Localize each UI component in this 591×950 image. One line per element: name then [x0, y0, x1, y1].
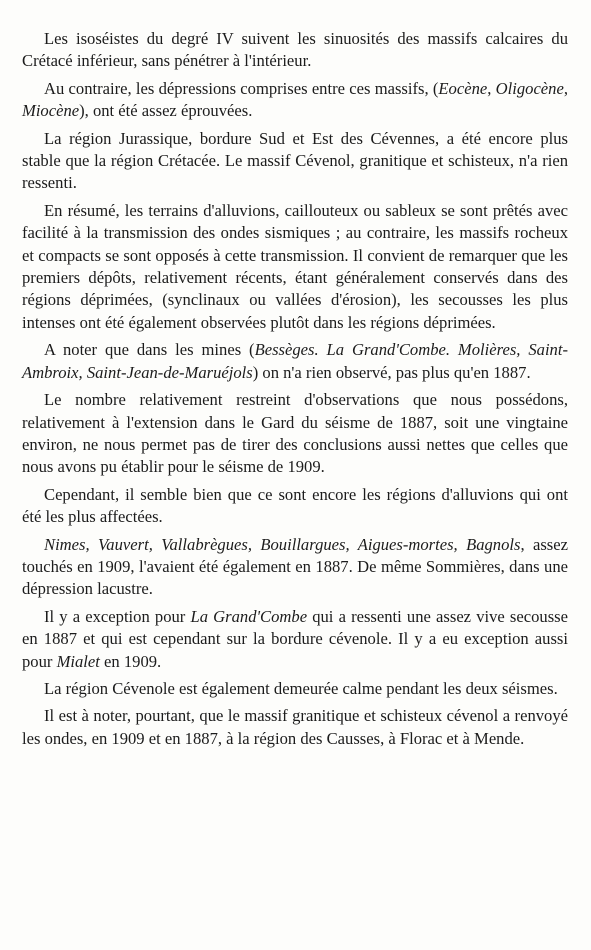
italic-text: Miocène: [22, 101, 80, 121]
text-run: A noter que dans les mines (: [44, 340, 255, 360]
paragraph: [22, 606, 568, 673]
text-run: ) on n'a rien observé, pas plus qu'en 1887.: [252, 362, 531, 382]
text-run: en 1909.: [99, 651, 162, 671]
text-run: Au contraire, les dépressions comprises entre ces massifs, (: [44, 78, 439, 98]
paragraph: [22, 339, 568, 384]
body-text: [22, 28, 568, 750]
italic-text: Bessèges. La Grand'Combe. Molières, Saint-Ambroix, Saint-Jean-de-Maruéjols: [22, 340, 568, 382]
text-run: , assez touchés en 1909, l'avaient été également en 1887. De même Sommières, dans une dépression lacustre.: [22, 534, 568, 599]
italic-text: La Grand'Combe: [190, 606, 308, 626]
text-run: La région Cévenole est également demeurée calme pendant les deux séismes.: [44, 678, 558, 698]
text-run: En résumé, les terrains d'alluvions, caillouteux ou sableux se sont prêtés avec facilité à la transmission des ondes sismiques ; au contraire, les massifs rocheux et compacts se sont opposés à cette transmission. Il convient de remarquer que les premiers dépôts, relativement récents, étant généralement conservés dans des régions déprimées, (synclinaux ou vallées d'érosion), les secousses les plus intenses ont été également observées plutôt dans les régions déprimées.: [22, 200, 568, 332]
paragraph: [22, 200, 568, 334]
text-run: Cependant, il semble bien que ce sont encore les régions d'alluvions qui ont été les plus affectées.: [22, 484, 568, 527]
text-run: Les isoséistes du degré IV suivent les sinuosités des massifs calcaires du Crétacé inférieur, sans pénétrer à l'intérieur.: [22, 29, 568, 71]
text-run: qui a ressenti une assez vive secousse en 1887 et qui est cependant sur la bordure cévenole. Il y a eu exception aussi pour: [22, 606, 568, 671]
text-run: Il est à noter, pourtant, que le massif granitique et schisteux cévenol a renvoyé les ondes, en 1909 et en 1887, à la région des Causses, à Florac et à Mende.: [22, 706, 568, 748]
paragraph: [22, 678, 568, 700]
paragraph: [22, 705, 568, 750]
paragraph: [22, 128, 568, 195]
paragraph: [22, 389, 568, 479]
text-run: Il y a exception pour: [44, 606, 191, 626]
paragraph: [22, 28, 568, 73]
paragraph: [22, 534, 568, 601]
text-run: ,: [487, 78, 496, 98]
italic-text: Nimes, Vauvert, Vallabrègues, Bouillargues, Aigues-mortes, Bagnols: [44, 534, 521, 554]
text-run: Le nombre relativement restreint d'observations que nous possédons, relativement à l'extension dans le Gard du séisme de 1887, soit une vingtaine environ, ne nous permet pas de tirer des conclusions aussi nettes que celles que nous avons pu établir pour le séisme de 1909.: [22, 390, 568, 477]
italic-text: Mialet: [56, 651, 100, 671]
paragraph: [22, 78, 568, 123]
text-run: ), ont été assez éprouvées.: [79, 101, 253, 121]
text-run: La région Jurassique, bordure Sud et Est des Cévennes, a été encore plus stable que la région Crétacée. Le massif Cévenol, granitique et schisteux, n'a rien ressenti.: [22, 128, 568, 193]
paragraph: [22, 484, 568, 529]
italic-text: Oligocène: [495, 78, 564, 98]
text-run: ,: [563, 78, 568, 98]
italic-text: Eocène: [438, 78, 488, 98]
